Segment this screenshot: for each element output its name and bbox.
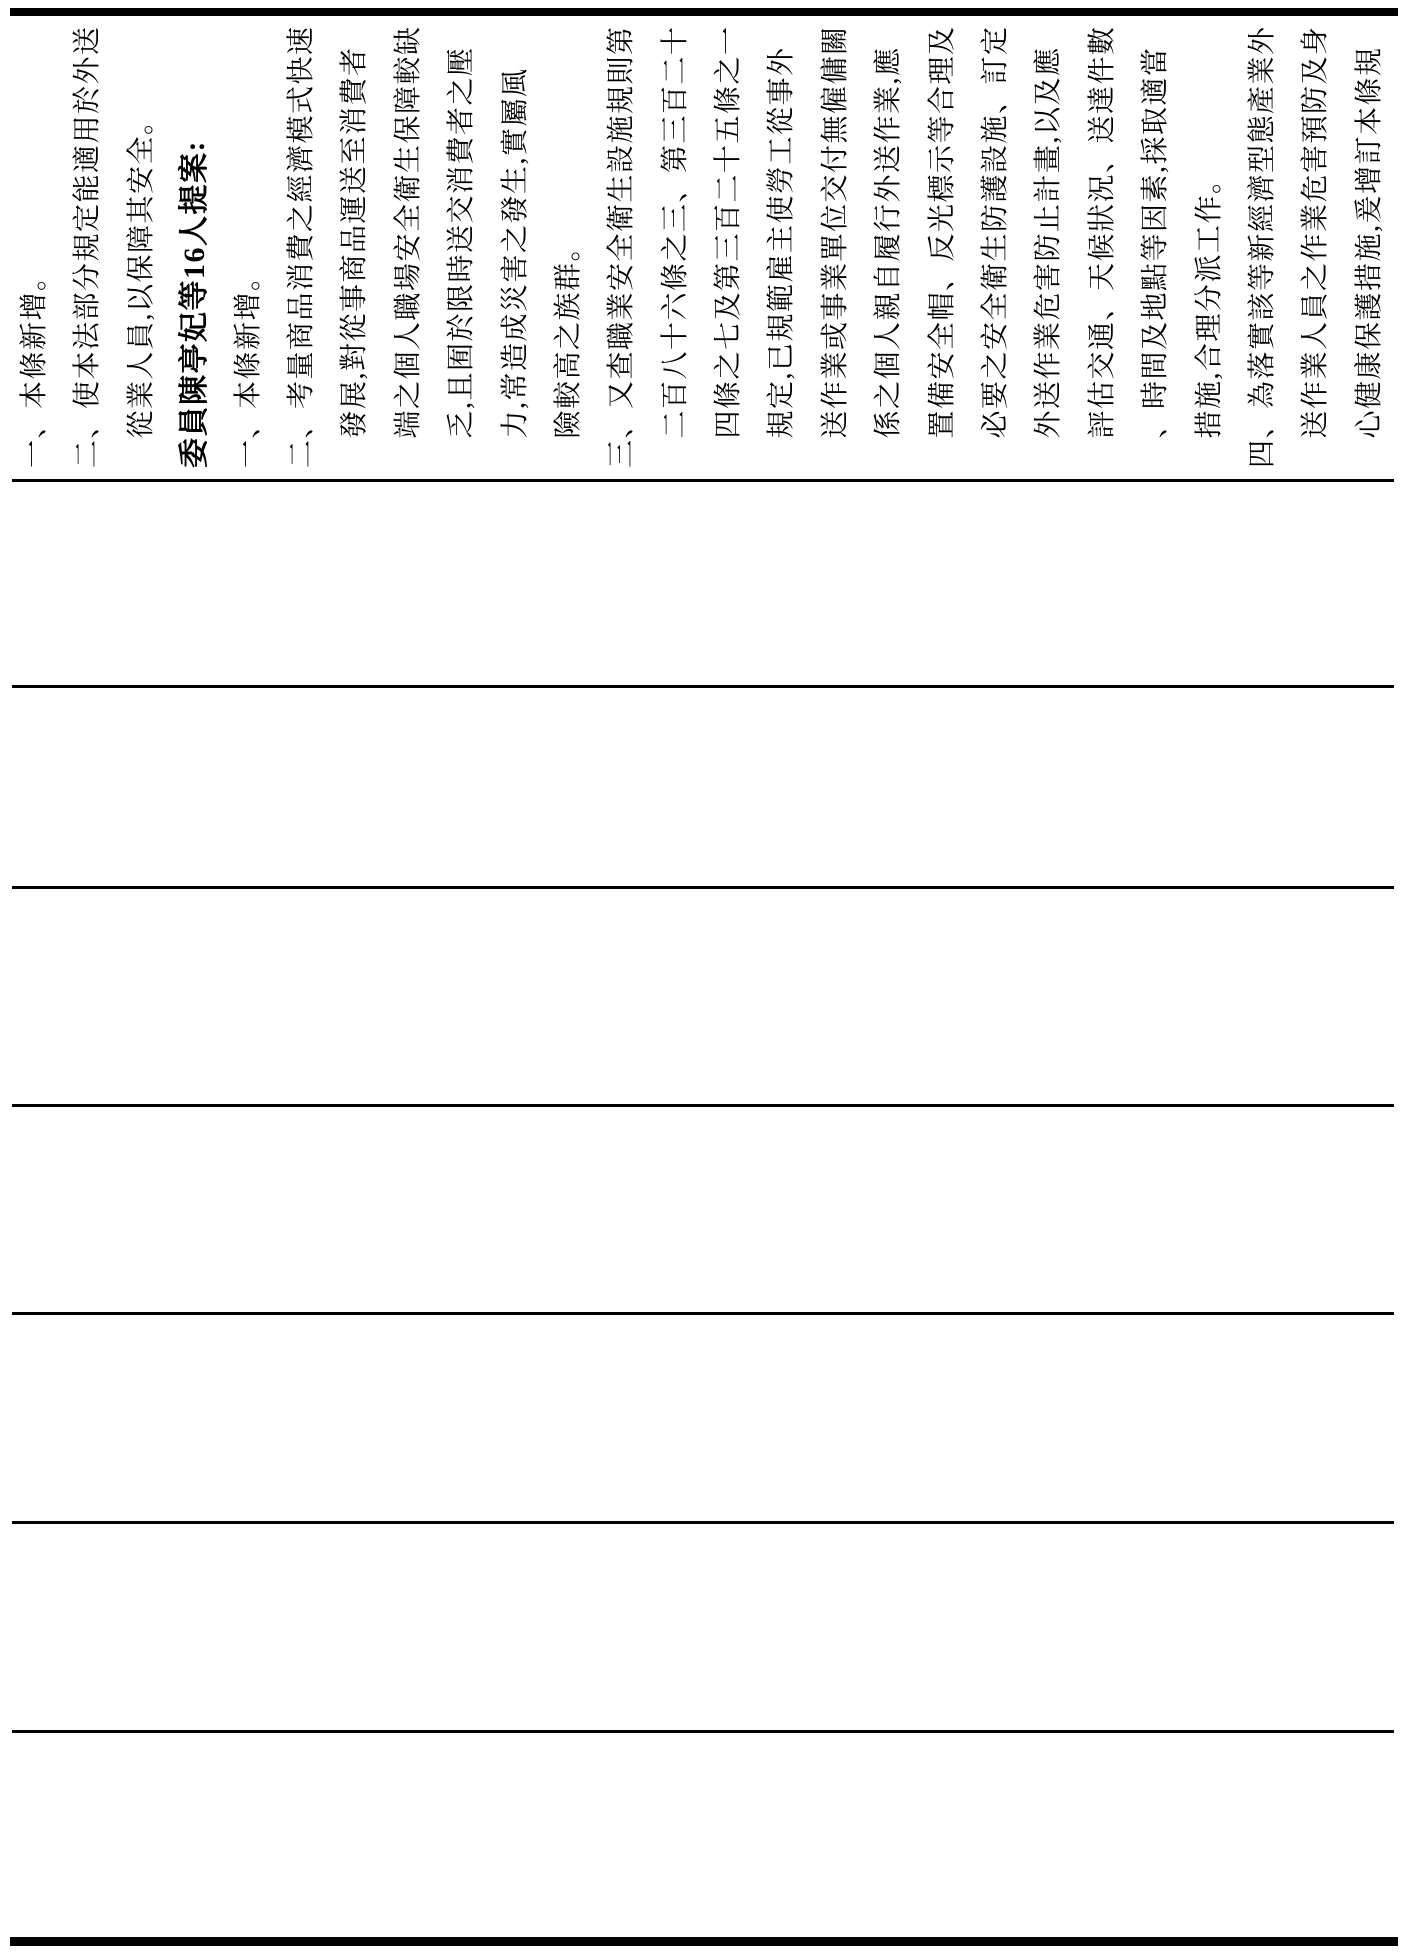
explanation-text-line: 一、本條新增。 bbox=[19, 261, 50, 468]
explanation-text-line: 措施,合理分派工作。 bbox=[1193, 164, 1225, 439]
explanation-text-line: 必要之安全衛生防護設施、訂定 bbox=[980, 25, 1012, 439]
table-outer-border-bottom-bar bbox=[10, 1937, 1398, 1946]
explanation-text-line: 乏,且囿於限時送交消費者之壓 bbox=[446, 46, 478, 439]
explanation-text-line: 送作業人員之作業危害預防及身 bbox=[1300, 25, 1332, 439]
explanation-text-line: 三、又查職業安全衛生設施規則第 bbox=[606, 25, 638, 468]
explanation-text-line: 一、本條新增。 bbox=[232, 261, 264, 468]
explanation-text-line: 係之個人親自履行外送作業,應 bbox=[873, 46, 905, 439]
explanation-text-line: 送作業或事業單位交付無僱傭關 bbox=[819, 25, 851, 439]
table-column-separator bbox=[12, 1312, 1394, 1315]
explanation-column-text bbox=[8, 16, 1396, 468]
table-column-separator bbox=[12, 685, 1394, 688]
table-column-separator bbox=[12, 1521, 1394, 1524]
proposal-header-line: 委員陳亭妃等16人提案: bbox=[178, 140, 212, 468]
explanation-text-line: 四、為落實該等新經濟型態產業外 bbox=[1246, 25, 1278, 468]
explanation-text-line: 置備安全帽、反光標示等合理及 bbox=[926, 25, 958, 439]
table-column-separator bbox=[12, 479, 1394, 482]
explanation-text-line: 二、考量商品消費之經濟模式快速 bbox=[285, 25, 317, 468]
explanation-text-line: 二百八十六條之三、第三百二十 bbox=[659, 25, 691, 439]
explanation-text-line: 端之個人職場安全衛生保障較缺 bbox=[392, 25, 424, 439]
explanation-text-line: 險較高之族群。 bbox=[552, 231, 584, 439]
explanation-text-line: 四條之七及第三百二十五條之一 bbox=[713, 25, 745, 439]
explanation-text-line: 、時間及地點等因素,採取適當 bbox=[1140, 46, 1172, 439]
table-column-separator bbox=[12, 886, 1394, 889]
explanation-text-line: 評估交通、天候狀況、送達件數 bbox=[1086, 25, 1118, 439]
table-column-separator bbox=[12, 1104, 1394, 1107]
table-column-separator bbox=[12, 1730, 1394, 1733]
explanation-text-line: 規定,已規範雇主使勞工從事外 bbox=[766, 46, 798, 439]
explanation-text-line: 心健康保護措施,爰增訂本條規 bbox=[1353, 46, 1385, 439]
explanation-text-line: 從業人員,以保障其安全。 bbox=[125, 105, 157, 439]
table-outer-border-top-bar bbox=[10, 8, 1398, 16]
explanation-text-line: 力,常造成災害之發生,實屬風 bbox=[499, 67, 531, 439]
explanation-text-line: 外送作業危害防止計畫,以及應 bbox=[1033, 46, 1065, 439]
explanation-text-line: 發展,對從事商品運送至消費者 bbox=[339, 46, 371, 439]
explanation-text-line: 二、使本法部分規定能適用於外送 bbox=[72, 25, 104, 468]
